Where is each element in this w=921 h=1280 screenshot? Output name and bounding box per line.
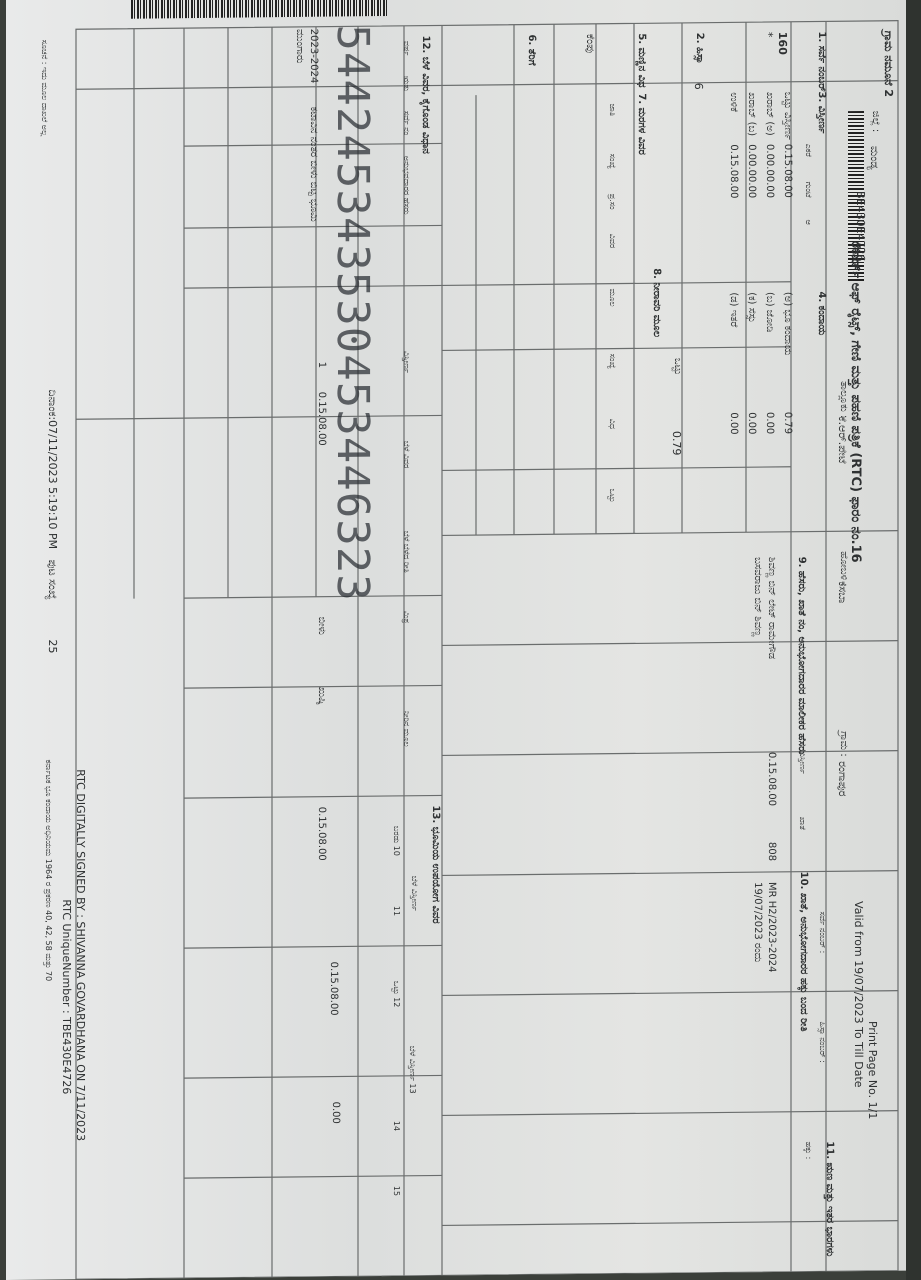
district-value: ಮಂಡ್ಯ <box>868 145 881 170</box>
area-row-label: ಖರಾಬ್ (ಅ) <box>764 91 775 136</box>
land-use-col: 14 <box>392 1120 401 1132</box>
irrigation-col: ಒಟ್ಟು <box>608 488 617 503</box>
section-9-label: 9. ಹೆಸರು, ಖಾತೆ ನಂ, ಅನುಭೋಗದಾರರ ಮಾಲೀಕರ ಹೆಸರು <box>796 556 807 755</box>
mutation-date: 19/07/2023 ರಂದು <box>752 882 763 963</box>
land-use-col: ಬೆಳೆ ವಿಸ್ತೀರ್ಣ 13 <box>408 1045 417 1094</box>
land-use-value: 0.15.08.00 <box>328 961 339 1016</box>
crop-year: 2023-2024 <box>308 28 319 84</box>
print-page-no: Print Page No. 1/1 <box>866 1020 879 1120</box>
land-use-value: 0.15.08.00 <box>316 806 327 861</box>
revenue-row-value: 0.00 <box>746 412 757 435</box>
section-13-label: 13. ಭೂಮಿಯ ಉಪಯೋಗ ವಿವರ <box>430 805 441 924</box>
irrigation-col: ವಿಧ <box>608 418 617 430</box>
district-label: ಜಿಲ್ಲೆ : <box>870 110 881 133</box>
irrigation-col: ಮೂಲ <box>608 288 617 307</box>
revenue-row-label: (ಕ) ಸೆಸ್ಸು <box>746 292 757 323</box>
land-use-col: 11 <box>392 905 401 917</box>
section-8-label: 8. ನೀರಾವರಿ ಮೂಲ <box>651 268 662 338</box>
owner-col-area: ವಿಸ್ತೀರ್ಣ <box>798 751 807 774</box>
section-5-label: 5. ಮಣ್ಣಿನ ವಿಧ <box>636 33 647 88</box>
crop-season: ಮುಂಗಾರು <box>294 28 305 64</box>
revenue-row-label: (ಡ) ಇತರೆ <box>728 292 739 328</box>
section-12-label: 12. ಬೆಳೆ ವಿವರ, ಕೈಗೊಂಡ ವಿಧಾನ <box>420 35 431 154</box>
tree-col: ಸಂಖ್ಯೆ <box>608 153 617 169</box>
section-4-label: 4. ಕಂದಾಯ <box>816 291 827 336</box>
section-1-label: 1. ಸರ್ವೆ ನಂಬರ್ <box>816 31 827 92</box>
hobli-label: ಹೋಬಳಿ : <box>838 551 849 587</box>
land-use-col: ಒಟ್ಟು 12 <box>392 980 401 1008</box>
soil-type-value: ಕೆಂಪು <box>584 33 597 54</box>
land-use-col: ಬರಡು 10 <box>392 825 401 856</box>
hobli-value: ಕಸಬಾ <box>836 581 849 604</box>
crop-head: ನೀರಿನ ಮೂಲ <box>402 710 411 747</box>
valid-from: Valid from 19/07/2023 To Till Date <box>852 901 865 1088</box>
page-count-label: ಪುಟ ಸಂಖ್ಯೆ <box>46 559 59 600</box>
revenue-row-label: (ಬ) ಜೋಡಿ <box>764 291 775 333</box>
area-row-label: ಉಳಿಕೆ <box>728 92 739 113</box>
rtc-document <box>6 0 906 1280</box>
section-11-sub: ಹಕ್ಕು : <box>804 1141 813 1160</box>
survey-label: ಸರ್ವೆ ನಂಬರ್ : <box>818 911 827 954</box>
section-7-label: 7. ಮರಗಳ ವಿವರ <box>636 93 647 155</box>
tree-col: ಜಾತಿ <box>608 103 617 117</box>
form-title: ರೆಕಾರ್ಡ್ ಆಫ್ ರೈಟ್ಸ್, ಗೇಣಿ ಮತ್ತು ಪಹಣಿ ಪತ್ರಿಕೆ (RTC) ಫಾರಂ ನಂ.16 <box>848 241 863 563</box>
document-code: BE430E4726 <box>854 190 867 262</box>
crop-head: ಮಿಶ್ರ <box>402 610 411 624</box>
area-row-label: ಒಟ್ಟು ವಿಸ್ತೀರ್ಣ <box>782 91 793 140</box>
rule-reference: ಗ್ರಾಮ ನಮೂನೆ 2 <box>882 30 895 98</box>
crop-head: ಸರ್ವೆ ನಂ <box>402 110 411 136</box>
crop-head: ವಿಸ್ತೀರ್ಣ <box>402 350 411 374</box>
crop-head: ಬೆಳೆ ಬೆಳೆದ ರೀತಿ <box>402 530 411 573</box>
hissa-value: * <box>762 31 775 38</box>
watermark-number: 544245343530453446323 <box>327 24 378 602</box>
hissa-label: ಹಿಸ್ಸಾ ನಂಬರ್ : <box>818 1021 827 1063</box>
owner-col-khata: ಖಾತೆ <box>798 816 807 830</box>
print-date: ದಿನಾಂಕ:07/11/2023 5:19:10 PM <box>46 389 59 550</box>
act-reference: ಕರ್ನಾಟಕ ಭೂ ಕಂದಾಯ ಅಧಿನಿಯಮ 1964 ರ ಪ್ರಕರಣ 40, 42, 58 ಮತ್ತು 70 <box>44 759 53 982</box>
revenue-total-value: 0.79 <box>670 430 683 456</box>
section-11-label: 11. ಋಣ ಮತ್ತು ಇತರ ಭಾರಗಳು <box>824 1141 835 1257</box>
revenue-total-label: ಒಟ್ಟು <box>672 357 683 376</box>
crop-head: ಬೆಳೆ ವಿವರ <box>402 440 411 469</box>
page-count-value: 25 <box>46 639 59 654</box>
land-use-value: 0.00 <box>330 1101 341 1124</box>
crop-mix: ಬೀಳು <box>316 616 327 635</box>
revenue-row-value: 0.00 <box>728 412 739 435</box>
area-row-value: 0.15.08.00 <box>728 144 739 199</box>
section-2-label: 2. ಹಿಸ್ಸಾ <box>694 32 705 64</box>
village-value: ರಂಗಾಪುರ <box>836 761 849 797</box>
rtc-unique-number: RTC UniqueNumber : TBE430E4726 <box>60 899 73 1095</box>
land-use-col: 15 <box>392 1185 401 1197</box>
area-row-value: 0.00.00.00 <box>746 144 757 199</box>
crop-head: ಅನುಭವದಾರರ ಹೆಸರು <box>402 155 411 215</box>
revenue-row-label: (ಅ) ಭೂ ಕಂದಾಯ <box>782 291 793 356</box>
area-row-label: ಖರಾಬ್ (ಬ) <box>746 92 757 137</box>
section-13-sub: ಬೆಳೆ ವಿಸ್ತೀರ್ಣ <box>410 875 419 911</box>
revenue-row-value: 0.79 <box>782 411 793 435</box>
mutation-ref: MR H2/2023-2024 <box>766 881 777 973</box>
crop-head: ವರ್ಷ <box>402 40 411 56</box>
digital-signature-note: RTC DIGITALLY SIGNED BY : SHIVANNA GOVARDHANA ON 7/11/2023 <box>74 769 87 1142</box>
section-3-label: 3. ವಿಸ್ತೀರ್ಣ <box>816 91 827 134</box>
area-col-a: ಆ <box>804 219 813 225</box>
area-row-value: 0.15.08.00 <box>782 143 793 198</box>
area-col-acre: ಎಕರೆ <box>804 143 813 157</box>
taluk-value: ಕೆ.ಆರ್.ಪೇಟೆ <box>836 416 849 464</box>
irrigation-col: ಸಂಖ್ಯೆ <box>608 353 617 369</box>
owner-area: 0.15.08.00 <box>766 751 777 807</box>
tree-col: ವಿವರ <box>608 233 617 249</box>
bottom-note: ಸೂಚನೆ : ಇದು ಮೂಲ ದಾಖಲೆ ಅಲ್ಲ <box>40 39 49 137</box>
area-col-gunta: ಗುಂಟೆ <box>804 181 813 198</box>
crop-description: ಕಟಾವಿನ ನಂತರ ಬೀಳು ಬಿಟ್ಟ ಭೂಮಿ <box>308 106 319 222</box>
crop-head: ಋತು <box>402 75 411 92</box>
section-2-value: 6 <box>692 82 705 90</box>
crop-area: 0.15.08.00 <box>316 391 327 446</box>
background-edge <box>906 0 921 1280</box>
area-row-value: 0.00.00.00 <box>764 143 775 199</box>
section-6-label: 6. ತೆರಿಗೆ <box>526 34 537 66</box>
owner-khata: 808 <box>766 841 777 862</box>
barcode-top <box>131 0 387 19</box>
village-label: ಗ್ರಾಮ : <box>838 731 849 757</box>
crop-number: 1 <box>316 361 327 369</box>
survey-value: 160 <box>776 31 789 55</box>
tree-col: ಪ್ರ.ಸಂ <box>608 193 617 210</box>
owner-name: ಶಿವಣ್ಣ ಬಿನ್ ಲೇಟ್ ರಾಮೇಗೌಡ <box>766 556 777 660</box>
section-10-label: 10. ಖಾತೆ, ಅನುಭೋಗದಾರರ ಹಕ್ಕು ಬಂದ ರೀತಿ <box>798 871 809 1032</box>
revenue-row-value: 0.00 <box>764 411 775 435</box>
owner-name: ಬಸವರಾಜು ಬಿನ್ ಶಿವಣ್ಣ <box>752 557 763 637</box>
crop-kind: ಖುಷ್ಕಿ <box>316 686 327 705</box>
taluk-label: ತಾಲ್ಲೂಕು : <box>838 381 849 419</box>
